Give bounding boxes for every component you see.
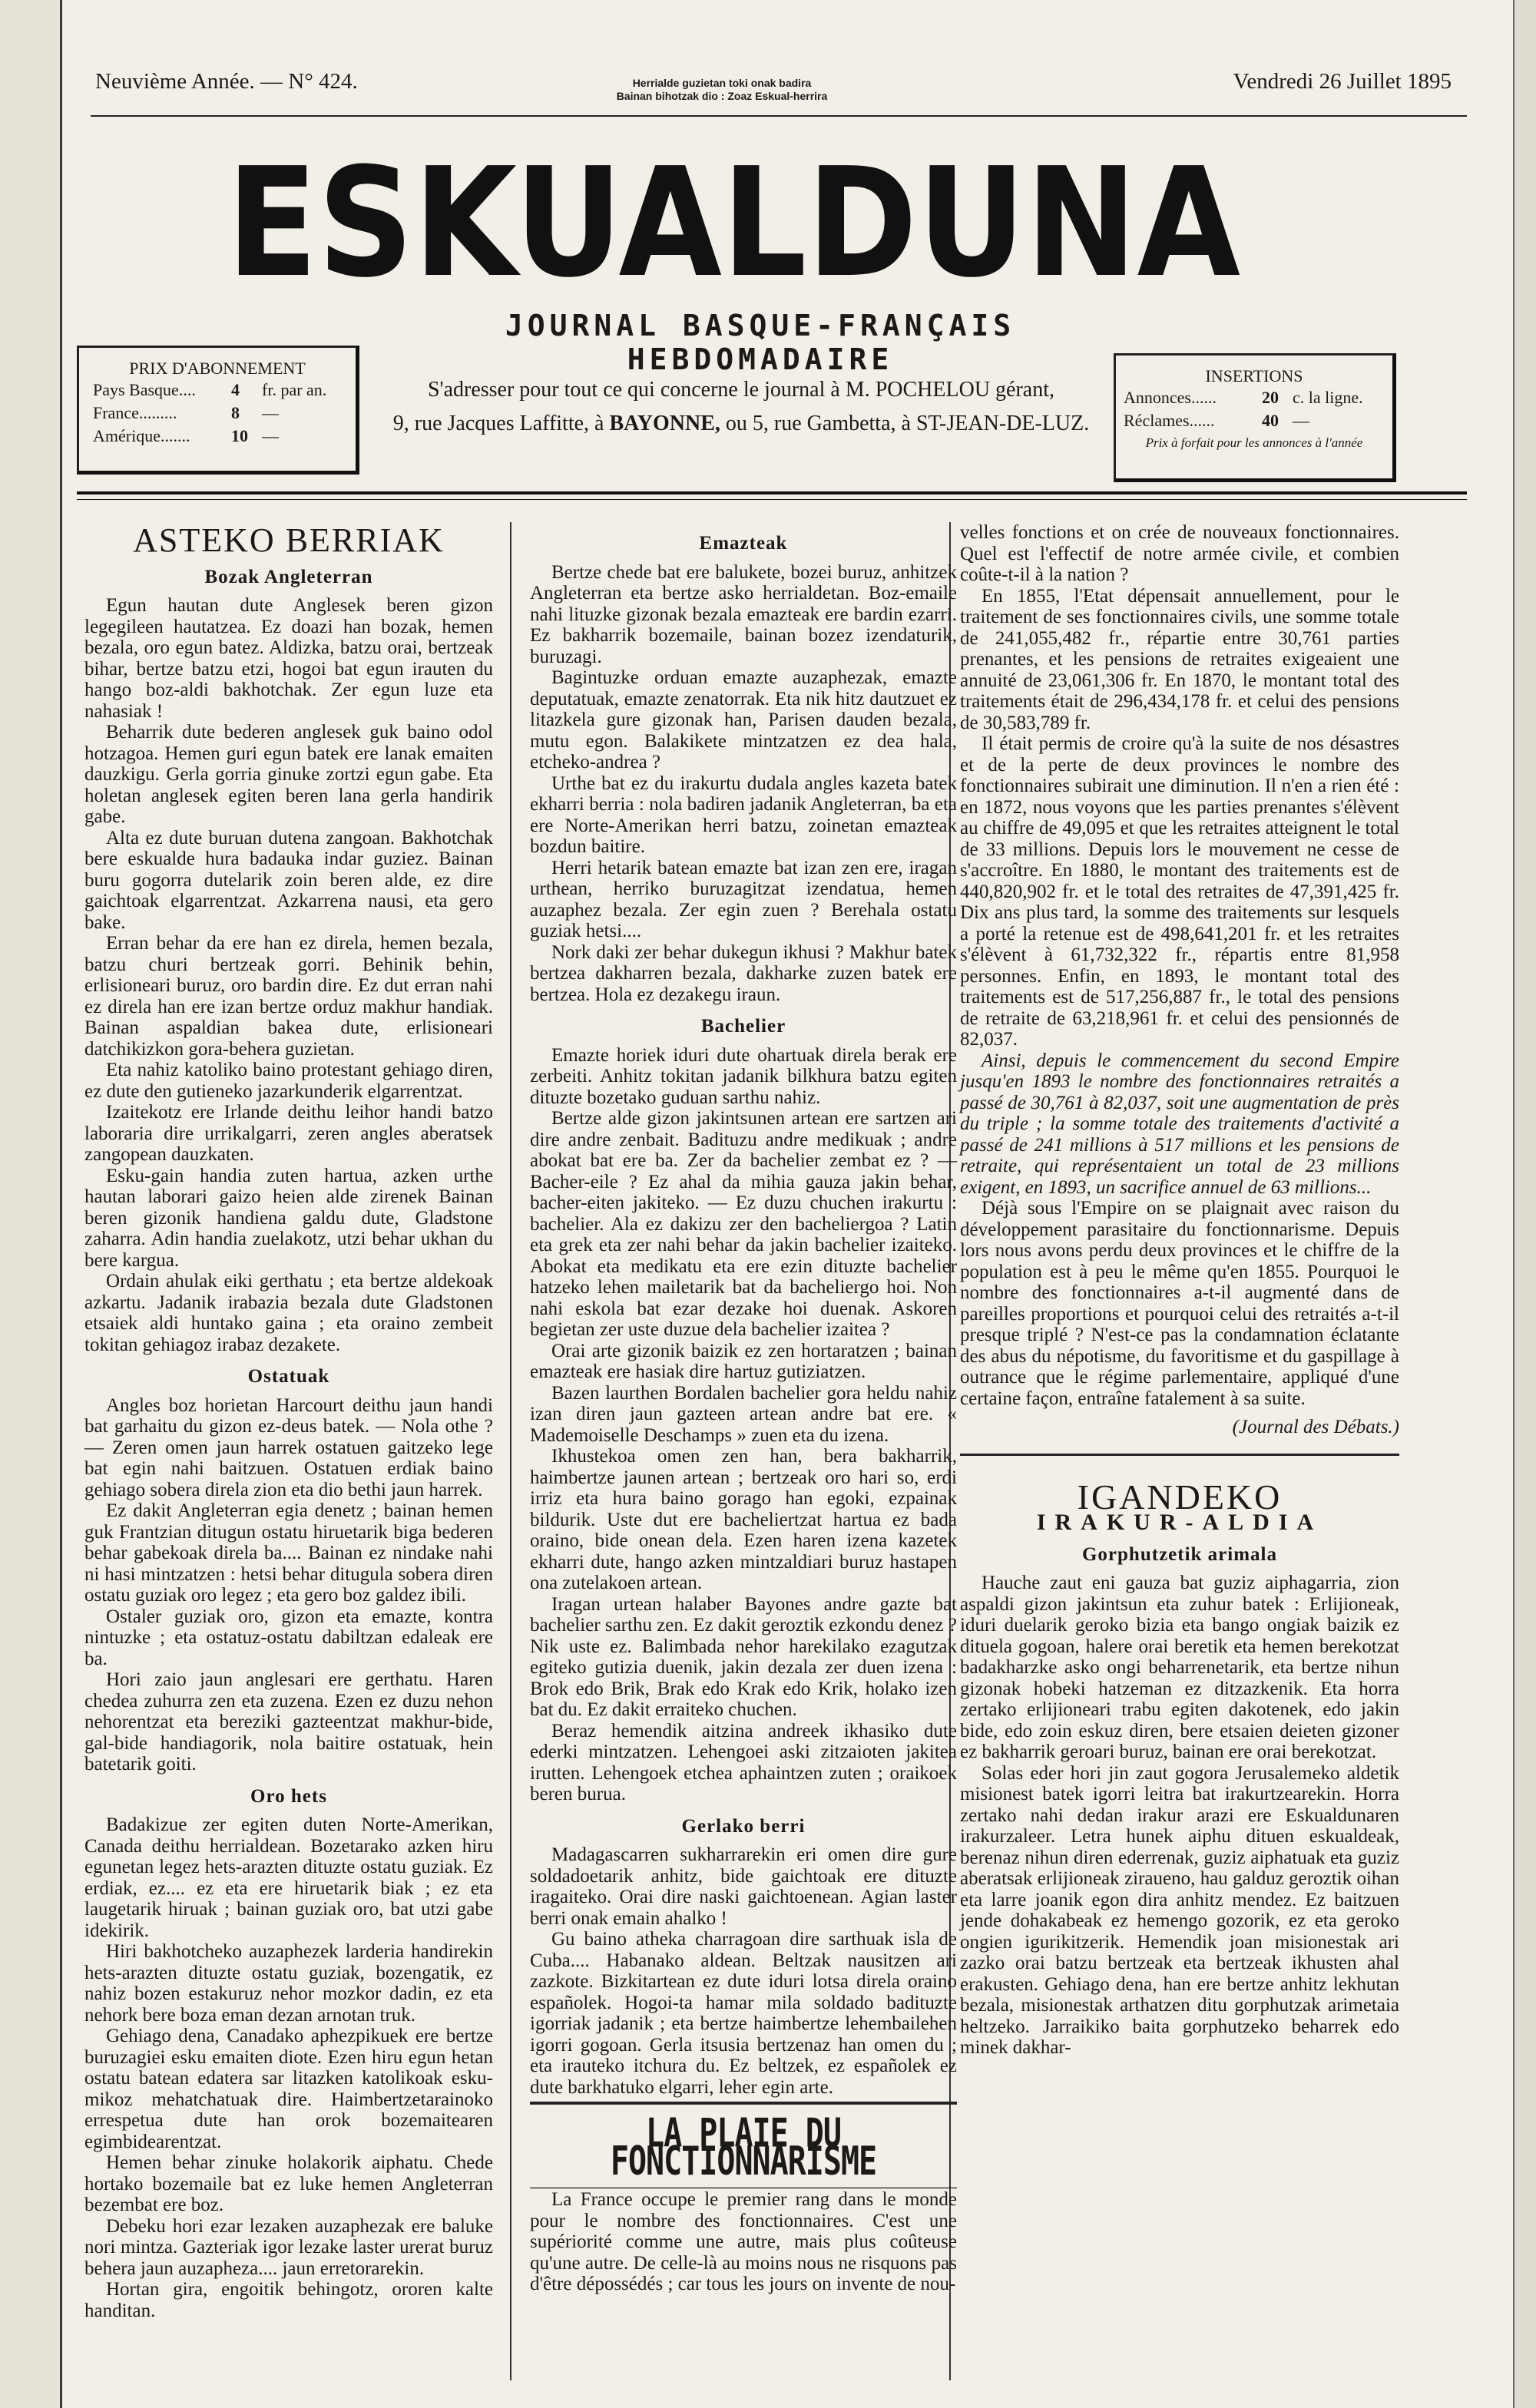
paragraph: Iragan urtean halaber Bayones andre gazte bat bachelier sarthu zen. Ez dakit geroztik ezkondu denez ? Nik uste ez. Balimbada nehor harekilako ezagutzak egiteko gutizia duenik, jakin dezala zer duen izena : Brok edo Brik, Brak edo Krak edo Krik, holako izen bat du. Ez dakit erraiteko chuchen. [530, 1593, 957, 1720]
paragraph: Erran behar da ere han ez direla, hemen bezala, batzu churi bertzeak gorri. Behinik behin, erlisioneari buruz, oro bardin dire. Ez dut erran nahi ez direla han ere izan bertze orduz makhur handiak. Bainan aspaldian bakea dute, erlisioneari datchikizkon gora-behera guzietan. [84, 933, 493, 1060]
masthead-title [223, 136, 1244, 311]
insertions-unit: c. la ligne. [1293, 388, 1363, 407]
section-rule [960, 1454, 1399, 1456]
column-1 [84, 522, 493, 2321]
paragraph: Hemen behar zinuke holakorik aiphatu. Chede hortako bozemaile bat ez luke hemen Angleterran bezembat ere boz. [84, 2152, 493, 2215]
subscription-box [77, 346, 359, 475]
insertions-kind: Annonces...... [1124, 388, 1217, 407]
paragraph: Ez dakit Angleterran egia denetz ; bainan hemen guk Frantzian ditugun ostatu hiruetarik biga bederen behar gabekoak direla ba.... Bainan ez nindake nahi ni hasi mintzatzen : hetsi behar ditugula sobera diren ostatu guziak oro legez ; eta gero boz galdez ibili. [84, 1500, 493, 1606]
article-title: Gerlako berri [681, 1815, 806, 1837]
header-rule [91, 115, 1467, 117]
paragraph: Solas eder hori jin zaut gogora Jerusalemeko aldetik misionest batek igorri leitra bat irakurtzearekin. Horra zertako nahi dedan irakur arazi ere Eskualdunaren irakurzaleer. Letra hunek aiphu dituen eskualdeak, berenaz nihun diren ederrenak, guziz aiphatuak eta guziz aberatsak erlijioneak zirauenо, hau galduz geroztik oihan eta larre joanik egon dira anhitz mendez. Ez baitzuen jende dohakabeak ez hemengo gozorik, ez eta geroko ongien igurikitzerik. Hemendik joan misionestak ari zazko orai batzu bertzeak eta bertzeak ikhusten ahal erakusten. Gehiago dena, han ere bertze anhitz lekhutan bezala, misionestak arthatzen ditu gorphutzak arimetaia heltzeko. Jarraikiko baita gorphutzeko beharrek edo minek dakhar- [960, 1762, 1399, 2058]
paragraph: Debeku hori ezar lezaken auzaphezak ere baluke nori mintza. Gazteriak igor lezake laster urerat buruz behera jaun auzapheza.... jaun erretorarekin. [84, 2215, 493, 2279]
article-headline: LA PLAIE DU FONCTIONNARISME [530, 2102, 957, 2188]
masthead-logo [223, 136, 1244, 311]
paragraph: Ordain ahulak eiki gerthatu ; eta bertze aldekoak azkartu. Jadanik irabazia bezala dute Gladstonen etsaiek aldi huntako gaina ; eta oraino zembeit tokitan gehiagoz irabaz dezakete. [84, 1271, 493, 1355]
insertions-kind: Réclames...... [1124, 411, 1215, 430]
page-right-margin [1513, 0, 1536, 2408]
subscription-place: Amérique....... [93, 426, 190, 445]
subscription-place: Pays Basque.... [93, 380, 196, 399]
section-subheading: IRAKUR-ALDIA [1036, 1510, 1323, 1535]
header-bottom-rule-thin [77, 499, 1467, 500]
paragraph: Hori zaio jaun anglesari ere gerthatu. Haren chedea zuhurra zen eta zuzena. Ezen ez duzu nehon nehorentzat eta bereziki gazteentzat makhur-bide, gal-bide handiagorik, nola baitire ostatuak, hein batetarik goiti. [84, 1669, 493, 1775]
insertions-box [1114, 353, 1396, 482]
paragraph: Ostaler guziak oro, gizon eta emazte, kontra nintuzke ; eta ostatuz-ostatu dabiltzan edaleak ere ba. [84, 1606, 493, 1669]
section-heading: ASTEKO BERRIAK [133, 521, 445, 559]
insertions-title: INSERTIONS [1205, 366, 1303, 385]
paragraph: Orai arte gizonik baizik ez zen hortaratzen ; bainan emazteak ere hasiak dire hartuz gutiziatzen. [530, 1340, 957, 1382]
subscription-unit: — [262, 426, 279, 445]
paragraph: Herri hetarik batean emazte bat izan zen ere, iragan urthean, herriko buruzagitzat izendatua, hemen auzaphez bezala. Zer egin zuen ? Berehala ostatu guziak hetsi.... [530, 857, 957, 941]
address-alt: ou 5, rue Gambetta, à ST-JEAN-DE-LUZ. [725, 412, 1090, 435]
masthead-title-text: ESKUALDUNA [227, 136, 1240, 311]
insertions-unit: — [1293, 411, 1309, 430]
paragraph: Gehiago dena, Canadako aphezpikuek ere bertze buruzagiei esku emaiten diote. Ezen hiru egun hetan ostatu batean edatera sar litazken katolikoak esku-mikoz mehatchatuak dire. Haimbertzetarainoko errespetua dute han orok bozemaitearen egimbidearentzat. [84, 2026, 493, 2152]
paragraph: La France occupe le premier rang dans le monde pour le nombre des fonctionnaires. C'est une supériorité comme une autre, mais plus coûteuse qu'une autre. De celle-là au moins nous ne risquons pas d'être dépossédés ; car tous les jours on invente de nou- [530, 2189, 957, 2294]
paragraph: Bagintuzke orduan emazte auzaphezak, emazte deputatuak, emazte zenatorrak. Eta nik hitz dautzuet ez litazkela gure gizonak han, Parisen dauden bezala, mutu egon. Balakikete mintzatzen ez dea hala, etcheko-andrea ? [530, 667, 957, 772]
paragraph: Angles boz horietan Harcourt deithu jaun handi bat garhaitu du gizon ez-deus batek. — Nola othe ? — Zeren omen jaun harrek ostatuen gaitzeko lege bat egin nahi baitzuen. Ostatuen erdiak baino gehiago sobera direla zion eta dio bethi jaun harrek. [84, 1394, 493, 1500]
edition-number: Neuvième Année. — N° 424. [95, 69, 358, 94]
address-line-2 [384, 407, 1098, 441]
source-credit: (Journal des Débats.) [1232, 1417, 1399, 1437]
subscription-amount: 8 [231, 403, 240, 422]
paragraph: Hauche zaut eni gauza bat guziz aiphagarria, zion aspaldi gizon jakintsun eta zuhur batek : Erlijioneak, iduri duelarik geroko bizia eta bango ongiak baizik ez dituela gogoan, halere orai beretik eta hemen berekotzat badakharzke asko ongi beharrenetarik, eta bertze nihun gizonak hobeki hatzeman ez ditzazkenik. Eta horra zertako erlijioneari trabu egiten dakotenek, edo jakin bide, edo zoin eskuz diren, bere etsaien deieten gizoner ez bakharrik geroari buruz, bainan ere orai berekotzat. [960, 1573, 1399, 1762]
paragraph: Egun hautan dute Anglesek beren gizon legegileen hautatzea. Ez doazi han bozak, hemen bezala, oro egun batez. Aldizka, batzu orai, bertzeak bihar, bertze batzu etzi, hogoi bat egun irauten du hango boz-aldi bakhotchak. Zer egun luze eta nahasiak ! [84, 595, 493, 722]
paragraph: Urthe bat ez du irakurtu dudala angles kazeta batek ekharri berria : nola badiren jadanik Angleterran, ba eta ere Norte-Amerikan herri batzu, zoinetan emazteak bozdun baitire. [530, 772, 957, 857]
subscription-row [79, 379, 356, 402]
page-left-margin [0, 0, 62, 2408]
paragraph: Beraz hemendik aitzina andreek ikhasiko dute ederki mintzatzen. Lehengoei aski zitzaioten jakitea irutten. Lehengoek etchea aphaintzen zuten ; oraikoek beren burua. [530, 1720, 957, 1804]
publisher-address [384, 373, 1098, 441]
paragraph: Esku-gain handia zuten hartua, azken urthe hautan laborari gaizo heien alde zirenek Bainan beren gizonik handiena galdu dute, Gladstone zaharra. Adin handia zuelakotz, utzi behar ukhan du bere kargua. [84, 1165, 493, 1271]
subscription-title: PRIX D'ABONNEMENT [129, 359, 306, 378]
insertions-amount: 40 [1262, 411, 1279, 430]
paragraph: Beharrik dute bederen anglesek guk baino odol hotzagoa. Hemen guri egun batek ere lanak emaiten dauzkigu. Gerla gorria ginuke zortzi egun gabe. Eta holetan anglesek egiten beren lana gerla handirik gabe. [84, 722, 493, 827]
address-city: BAYONNE, [609, 412, 720, 435]
article-title: Emazteak [699, 533, 788, 554]
paragraph: Izaitekotz ere Irlande deithu leihor handi batzo laboraria dire urrikalgarri, zeren angles aberatsek zangopean dauzkaten. [84, 1102, 493, 1165]
subscription-amount: 10 [231, 426, 248, 445]
motto-line-1: Herrialde guzietan toki onak badira [632, 77, 812, 89]
paragraph: Hiri bakhotcheko auzaphezek larderia handirekin hets-arazten dituzte ostatu guziak, bozengatik, ez nahiz bozen estakuruz nehor mozkor dadin, ez eta nehork bere boza eman dezan arnotan truk. [84, 1941, 493, 2026]
address-line-1: S'adresser pour tout ce qui concerne le journal à M. POCHELOU gérant, [427, 378, 1055, 402]
paragraph: Madagascarren sukharrarekin eri omen dire gure soldadoetarik anhitz, bide gaichtoak ere dituzte iragaiteko. Orai dire naski gaichtoenean. Agian laster berri onak emain ahalko ! [530, 1844, 957, 1929]
paragraph: Ainsi, depuis le commencement du second Empire jusqu'en 1893 le nombre des fonctionnaires retraités a passé de 30,761 à 82,037, soit une augmentation de près du triple ; la somme totale des traitements d'activité a passé de 241 millions à 517 millions et les pensions de retraite, qui représentaient un total de 23 millions exigent, en 1893, un sacrifice annuel de 63 millions... [960, 1050, 1399, 1198]
subscription-row [79, 425, 356, 448]
masthead-subtitle: JOURNAL BASQUE-FRANÇAIS HEBDOMADAIRE [505, 309, 1016, 376]
insertions-note: Prix à forfait pour les annonces à l'année [1145, 435, 1363, 450]
paragraph: Emazte horiek iduri dute ohartuak direla berak ere zerbeiti. Anhitz tokitan jadanik bilkhura batzu egiten dituzte bozetako guduan sarthu nahiz. [530, 1044, 957, 1108]
column-2 [530, 522, 957, 2295]
article-title: Oro hets [250, 1785, 327, 1807]
motto [522, 77, 922, 103]
insertions-amount: 20 [1262, 388, 1279, 407]
subscription-amount: 4 [231, 380, 240, 399]
paragraph: Il était permis de croire qu'à la suite de nos désastres et de la perte de deux provinces le nombre des fonctionnaires subirait une diminution. Il n'en a rien été : en 1872, nous voyons que les parties prenantes s'élèvent au chiffre de 49,095 et que les retraites atteignent le total de 33 millions. Depuis lors le mouvement ne cesse de s'accroître. En 1880, le montant des traitements est de 440,820,902 fr. et le total des retraites de 47,391,425 fr. Dix ans plus tard, la somme des traitements sur lesquels a porté la retenue est de 498,641,201 fr. et les retraites s'élèvent à 61,732,322 fr., répartis entre 81,958 personnes. Enfin, en 1893, le montant total des traitements est de 517,256,887 fr., le total des pensions de retraite de 63,218,961 fr. et celui des pensionnés de 82,037. [960, 733, 1399, 1050]
article-title: Ostatuak [247, 1366, 330, 1387]
paragraph: Nork daki zer behar dukegun ikhusi ? Makhur batek bertzea dakharren bezala, dakharke zuzen batek ere bertzea. Hola ez dezakegu iraun. [530, 941, 957, 1005]
subscription-place: France......... [93, 403, 177, 422]
paragraph: En 1855, l'Etat dépensait annuellement, pour le traitement de ses fonctionnaires civils, une somme totale de 241,055,482 fr., répartie entre 30,761 parties prenantes, et les pensions de retraites exigeaient une annuité de 23,061,306 fr. En 1870, le montant total des traitements était de 296,434,178 fr. et celui des pensions de 30,583,789 fr. [960, 585, 1399, 733]
insertions-row [1116, 386, 1392, 409]
paragraph: Alta ez dute buruan dutena zangoan. Bakhotchak bere eskualde hura badauka indar guziez. Bainan buru gogorra dutelarik zoin beren alde, ez dire gaichtoak elgarrentzat. Azkarrena nausi, eta gero bake. [84, 827, 493, 933]
paragraph: velles fonctions et on crée de nouveaux fonctionnaires. Quel est l'effectif de notre armée civile, et combien coûte-t-il à la nation ? [960, 522, 1399, 585]
column-3 [960, 522, 1399, 2059]
issue-date: Vendredi 26 Juillet 1895 [1233, 69, 1452, 94]
header-bottom-rule [77, 491, 1467, 495]
column-divider [510, 522, 511, 2380]
paragraph: Bazen laurthen Bordalen bachelier gora heldu nahiz izan diren jaun gazteen artean andre bat ere. « Mademoiselle Deschamps » zuen eta du izena. [530, 1382, 957, 1446]
article-title: Gorphutzetik arimala [1081, 1543, 1277, 1565]
paragraph: Eta nahiz katoliko baino protestant gehiago diren, ez dute den gutieneko jazarkunderik elgarrentzat. [84, 1060, 493, 1102]
insertions-row [1116, 409, 1392, 432]
subscription-row [79, 402, 356, 425]
paragraph: Gu baino atheka charragoan dire sarthuak isla de Cuba.... Habanako aldean. Beltzak nausitzen ari zazkote. Bizkitartean ez dute iduri lotsa direla oraino españolek. Hogoi-ta hamar mila soldado badituzte igorriak jadanik ; eta bertze haimbertze lehembailehen igorri gogoan. Gerla itsusia bertzenaz han omen du ; eta irauteko itchura du. Ez beltzek, ez españolek ez dute barkhatuko elgarri, leher egin arte. [530, 1929, 957, 2098]
section-heading: IGANDEKO [1077, 1477, 1283, 1517]
subscription-unit: fr. par an. [262, 380, 327, 399]
paragraph: Ikhustekoa omen zen han, bera bakharrik, haimbertze jaunen artean ; bertzeak oro hari so, erdi irriz eta hura baino gorago han egoki, ezpainak bildurik. Uste dut ere bacheliertzat hartua ez bada oraino, bide onean dela. Ezen haren izena kazetek ekharri dute, hango azken mintzaldiari buruz hastapen ona zutelakoen artean. [530, 1446, 957, 1593]
paragraph: Bertze alde gizon jakintsunen artean ere sartzen ari dire andre zenbait. Badituzu andre medikuak ; andre abokat bat ere ba. Zer da bachelier zembat ez ? — Bacher-eile ? Ez ahal da mihia gauza jakin behar, bacher-eiten jakiteko. — Ez duzu chuchen irakurtu : bachelier. Ala ez dakizu zer den bacheliergoa ? Latin eta grek eta zer nahi behar da jakin bachelier izaiteko. Abokat eta medikatu eta ere ezin dituzte bachelier hatzeko lehen mailetarik bat da bacheliergo hoi. Non nahi eskola bat ezar dezake hoi duenak. Askoren begietan zer uste duzue dela bachelier izaitea ? [530, 1108, 957, 1340]
article-title: Bachelier [700, 1016, 786, 1037]
motto-line-2: Bainan bihotzak dio : Zoaz Eskual-herrira [616, 90, 828, 102]
address-street: 9, rue Jacques Laffitte, à [392, 412, 604, 435]
subscription-unit: — [262, 403, 279, 422]
article-title: Bozak Angleterran [204, 566, 373, 587]
paragraph: Déjà sous l'Empire on se plaignait avec raison du développement parasitaire du fonctionnarisme. Depuis lors nous avons perdu deux provinces et le chiffre de la population est à peu le même qu'en 1855. Pourquoi le nombre des fonctionnaires a-t-il augmenté dans de pareilles proportions et pourquoi celui des retraités a-t-il presque triplé ? N'est-ce pas la condamnation éclatante des abus du népotisme, du favoritisme et du gaspillage à outrance que le régime parlementaire, appliqué d'une certaine façon, entraîne fatalement à sa suite. [960, 1198, 1399, 1409]
paragraph: Badakizue zer egiten duten Norte-Amerikan, Canada deithu herrialdean. Bozetarako azken hiru egunetan legez hets-arazten dituzte ostatu guziak. Ez erdiak, ez.... ez eta ere hiruetarik biak ; ez eta laugetarik hiruak ; bainan guziak oro, bat utzi gabe idekirik. [84, 1814, 493, 1941]
paragraph: Hortan gira, engoitik behingotz, ororen kalte handitan. [84, 2279, 493, 2321]
paragraph: Bertze chede bat ere balukete, bozei buruz, anhitzek Angleterran eta bertze asko herrialdetan. Boz-emaile nahi lituzke gizonak bezala emazteak ere bardin ezarri. Ez bakharrik bozemaile, bainan bozez izendaturik, buruzagi. [530, 561, 957, 667]
